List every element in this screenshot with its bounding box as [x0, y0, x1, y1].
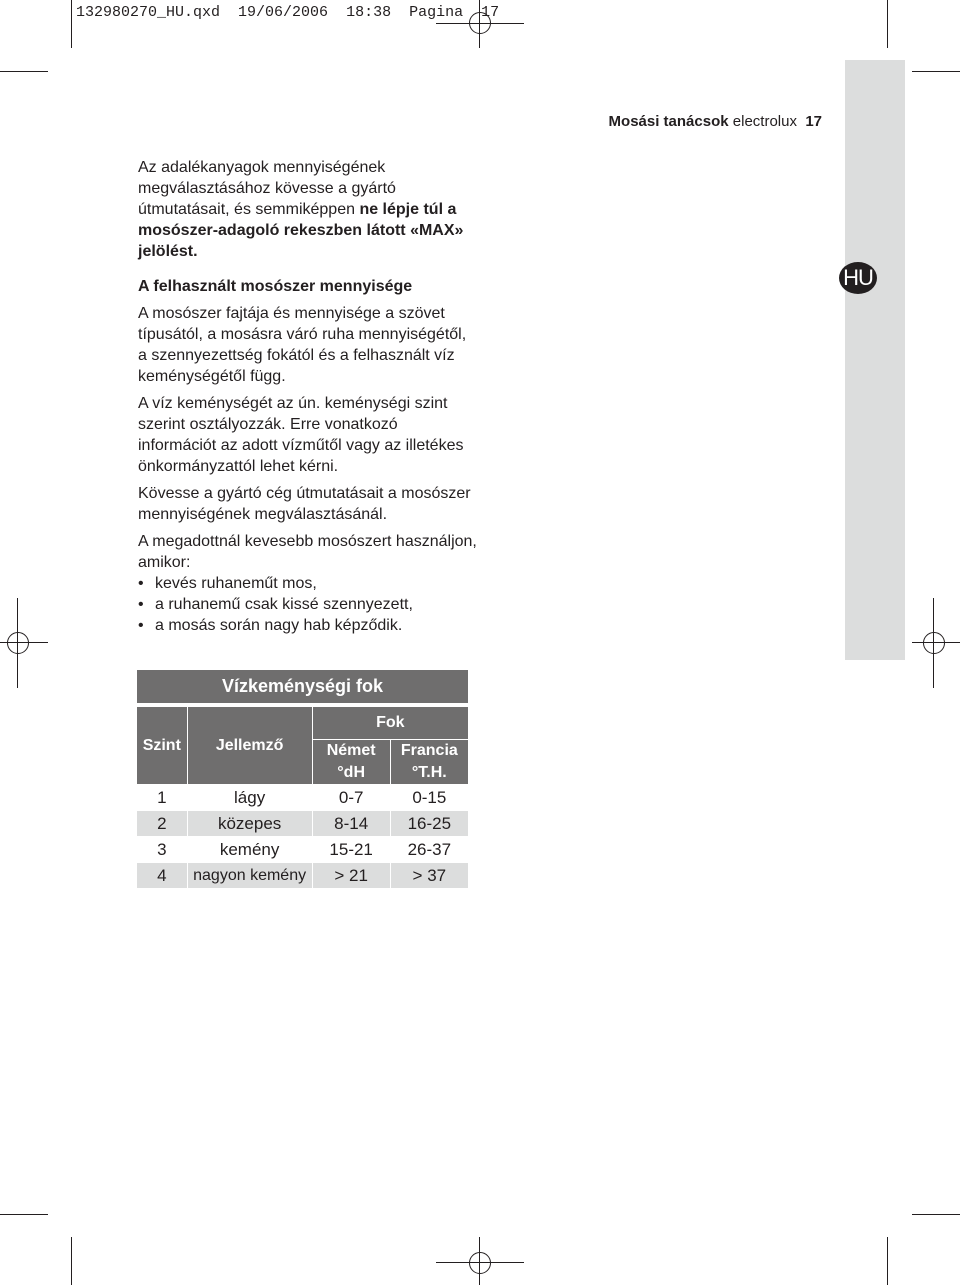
- col-header-german: [312, 740, 390, 785]
- french-unit: °T.H.: [411, 764, 447, 781]
- cell-german: 0-7: [312, 785, 390, 811]
- header-section: Mosási tanácsok: [608, 113, 729, 130]
- cell-french: > 37: [390, 863, 468, 889]
- registration-mark-icon: [469, 1252, 491, 1274]
- header-page-number: 17: [805, 113, 822, 130]
- slug-page-number: 17: [481, 4, 500, 21]
- registration-mark-line: [479, 0, 480, 48]
- section-heading: A felhasznált mosószer mennyisége: [138, 278, 413, 295]
- paragraph: A mosószer fajtája és mennyisége a szövet típusától, a mosásra váró ruha mennyiségétől, a szennyezettség fokától és a felhasznált víz keménységétől függ.: [138, 305, 467, 385]
- crop-mark: [71, 0, 72, 48]
- bullet-item: • kevés ruhaneműt mos,: [138, 573, 478, 594]
- crop-mark: [887, 0, 888, 48]
- registration-mark-icon: [7, 632, 29, 654]
- intro-warning: ne lépje túl a mosószer-adagoló rekeszben látott «MAX» jelölést.: [138, 201, 464, 260]
- cell-french: 26-37: [390, 837, 468, 863]
- registration-mark-line: [17, 598, 18, 688]
- cell-german: 15-21: [312, 837, 390, 863]
- registration-mark-line: [436, 23, 524, 24]
- slug-filename: 132980270_HU.qxd: [76, 4, 221, 21]
- bullet-item: • a mosás során nagy hab képződik.: [138, 615, 478, 636]
- col-header-french: [390, 740, 468, 785]
- bullet-item: • a ruhanemű csak kissé szennyezett,: [138, 594, 478, 615]
- crop-mark: [912, 71, 960, 72]
- cell-description: közepes: [187, 811, 312, 837]
- cell-level: 3: [137, 837, 188, 863]
- crop-mark: [912, 1214, 960, 1215]
- registration-mark-line: [436, 1262, 524, 1263]
- crop-mark: [0, 1214, 48, 1215]
- cell-german: 8-14: [312, 811, 390, 837]
- cell-description: kemény: [187, 837, 312, 863]
- french-label: Francia: [400, 742, 458, 759]
- crop-mark: [887, 1237, 888, 1285]
- table-header-row: [137, 707, 469, 740]
- slug-time: 18:38: [346, 4, 392, 21]
- paragraph: Kövesse a gyártó cég útmutatásait a mosószer mennyiségének megválasztásánál.: [138, 485, 471, 523]
- table-title: Vízkeménységi fok: [137, 670, 469, 704]
- header-brand: electrolux: [732, 113, 797, 130]
- table-row: [137, 785, 469, 811]
- language-badge: HU: [839, 262, 877, 294]
- crop-mark: [71, 1237, 72, 1285]
- cell-level: 2: [137, 811, 188, 837]
- intro-paragraph: [138, 157, 478, 262]
- intro-text: Az adalékanyagok mennyiségének megválasztásához kövesse a gyártó útmutatásait, és semmiképpen: [138, 159, 396, 218]
- cell-german: > 21: [312, 863, 390, 889]
- slug-date: 19/06/2006: [238, 4, 329, 21]
- water-hardness-table: [136, 669, 469, 889]
- cell-french: 0-15: [390, 785, 468, 811]
- german-unit: °dH: [337, 764, 366, 781]
- table-row: [137, 811, 469, 837]
- col-header-description: Jellemző: [187, 707, 312, 785]
- language-side-tab: [845, 60, 905, 660]
- cell-level: 1: [137, 785, 188, 811]
- german-label: Német: [326, 742, 376, 759]
- col-header-level: Szint: [137, 707, 188, 785]
- bullet-list: [138, 573, 478, 636]
- table-row: [137, 837, 469, 863]
- registration-mark-line: [0, 642, 48, 643]
- main-text-column: [138, 157, 478, 636]
- cell-level: 4: [137, 863, 188, 889]
- registration-mark-line: [479, 1237, 480, 1285]
- registration-mark-icon: [923, 632, 945, 654]
- registration-mark-line: [933, 598, 934, 688]
- paragraph: A megadottnál kevesebb mosószert használjon, amikor:: [138, 533, 477, 571]
- print-slug: [76, 4, 499, 21]
- table-title-row: [137, 670, 469, 704]
- registration-mark-line: [912, 642, 960, 643]
- col-header-group: Fok: [312, 707, 468, 740]
- cell-french: 16-25: [390, 811, 468, 837]
- crop-mark: [0, 71, 48, 72]
- paragraph: A víz keménységét az ún. keménységi szint szerint osztályozzák. Erre vonatkozó információt az adott vízműtől vagy az illetékes önkormányzattól lehet kérni.: [138, 395, 464, 475]
- cell-description: lágy: [187, 785, 312, 811]
- table-row: [137, 863, 469, 889]
- slug-page-label: Pagina: [409, 4, 464, 21]
- running-header: [609, 113, 822, 130]
- cell-description: nagyon kemény: [187, 863, 312, 889]
